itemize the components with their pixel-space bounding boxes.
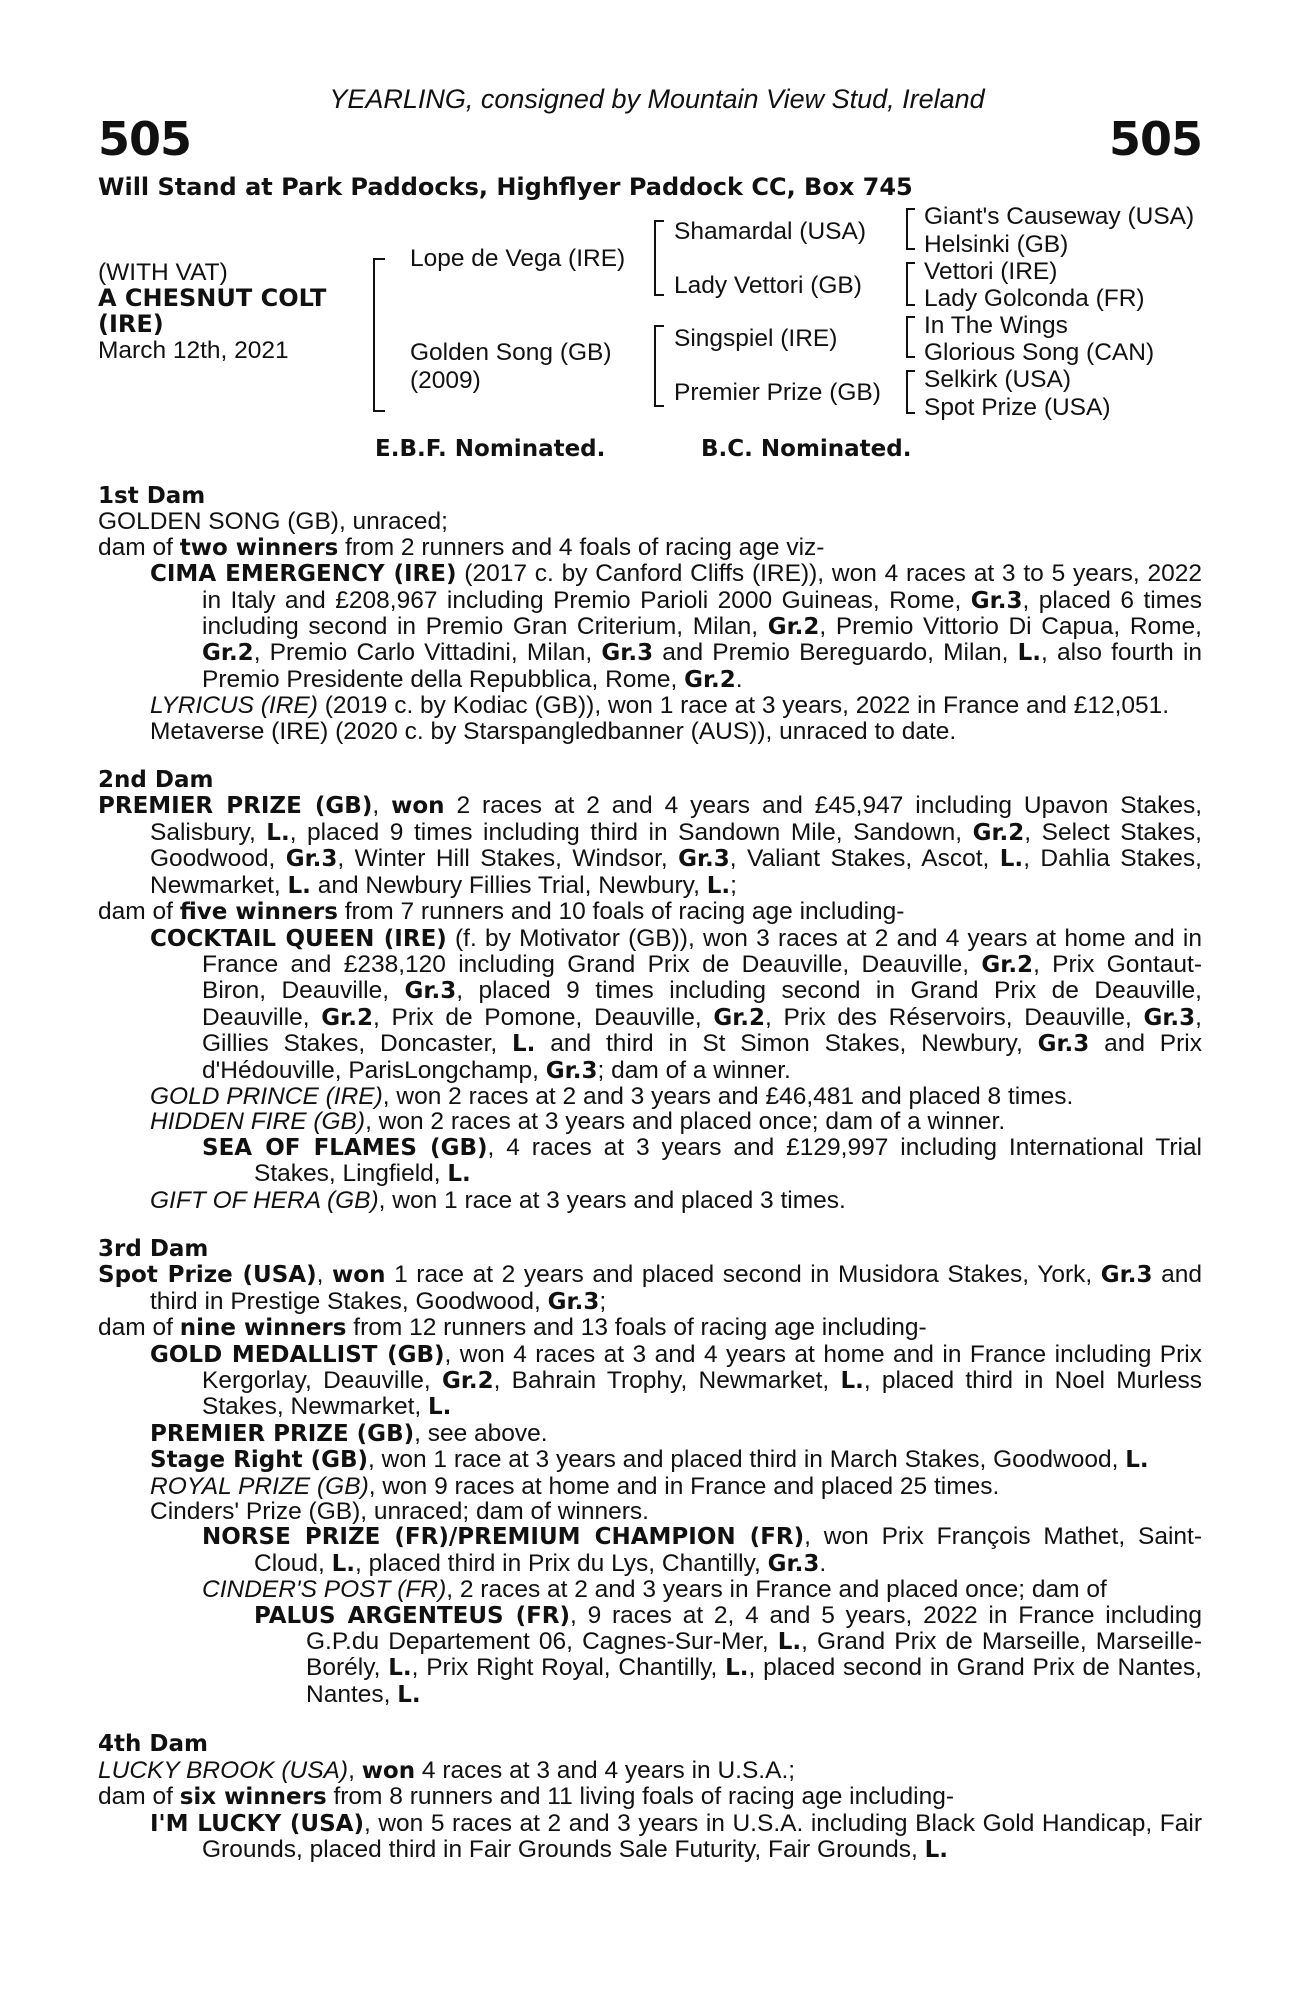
dam3-offspring: Stage Right (GB), won 1 race at 3 years and placed third in March Stakes, Goodwood, L. <box>150 1446 1149 1474</box>
pedigree-brace-dd <box>906 370 915 414</box>
horse-name-line2: (IRE) <box>98 310 164 338</box>
dds: Selkirk (USA) <box>924 366 1072 393</box>
ddd: Spot Prize (USA) <box>924 394 1111 421</box>
sdd: Lady Golconda (FR) <box>924 285 1145 312</box>
dam1-offspring: CIMA EMERGENCY (IRE) (2017 c. by Canford Cliffs (IRE)), won 4 races at 3 to 5 years, 2022 in Italy and £208,967 including Premio Parioli 2000 Guineas, Rome, Gr.3, placed 6 times including second in Premio Gran Criterium, Milan, Gr.2, Premio Vittorio Di Capua, Rome, Gr.2, Premio Carlo Vittadini, Milan, Gr.3 and Premio Bereguardo, Milan, L., also fourth in Premio Presidente della Repubblica, Rome, Gr.2. <box>150 560 1203 693</box>
pedigree-brace-sire <box>654 220 664 296</box>
lot-number-right: 505 <box>1108 112 1202 166</box>
ssd: Helsinki (GB) <box>924 231 1069 258</box>
dam1-line: GOLDEN SONG (GB), unraced; <box>98 508 448 536</box>
dam3-line: Spot Prize (USA), won 1 race at 2 years and placed second in Musidora Stakes, York, Gr.3 and third in Prestige Stakes, Goodwood, Gr.3; <box>98 1261 1202 1315</box>
dam2-offspring: HIDDEN FIRE (GB), won 2 races at 3 years and placed once; dam of a winner. <box>150 1108 1006 1136</box>
dam-name: Golden Song (GB) <box>410 339 612 366</box>
dam3-offspring: PREMIER PRIZE (GB), see above. <box>150 1419 548 1447</box>
sire-sire: Shamardal (USA) <box>674 218 866 245</box>
dam2-line: PREMIER PRIZE (GB), won 2 races at 2 and 4 years and £45,947 including Upavon Stakes, Salisbury, L., placed 9 times including third in Sandown Mile, Sandown, Gr.2, Select Stakes, Goodwood, Gr.3, Winter Hill Stakes, Windsor, Gr.3, Valiant Stakes, Ascot, L., Dahlia Stakes, Newmarket, L. and Newbury Fillies Trial, Newbury, L.; <box>98 792 1202 899</box>
dam-dam: Premier Prize (GB) <box>674 379 881 406</box>
ebf-nominated: E.B.F. Nominated. <box>375 436 606 462</box>
dsd: Glorious Song (CAN) <box>924 339 1155 366</box>
dam-sire: Singspiel (IRE) <box>674 325 838 352</box>
dam2-title: 2nd Dam <box>98 767 214 794</box>
dam-year: (2009) <box>410 367 481 394</box>
stand-location: Will Stand at Park Paddocks, Highflyer Paddock CC, Box 745 <box>98 173 913 201</box>
dam2-offspring: GIFT OF HERA (GB), won 1 race at 3 years and placed 3 times. <box>150 1186 846 1214</box>
dam1-offspring: LYRICUS (IRE) (2019 c. by Kodiac (GB)), won 1 race at 3 years, 2022 in France and £12,051. <box>150 692 1170 720</box>
bc-nominated: B.C. Nominated. <box>701 436 912 462</box>
dam1-produce: dam of two winners from 2 runners and 4 foals of racing age viz- <box>98 533 825 561</box>
dam3-grand-offspring: NORSE PRIZE (FR)/PREMIUM CHAMPION (FR), won Prix François Mathet, Saint-Cloud, L., placed third in Prix du Lys, Chantilly, Gr.3. <box>202 1523 1202 1577</box>
dam3-offspring: GOLD MEDALLIST (GB), won 4 races at 3 and 4 years at home and in France including Prix Kergorlay, Deauville, Gr.2, Bahrain Trophy, Newmarket, L., placed third in Noel Murless Stakes, Newmarket, L. <box>150 1340 1202 1421</box>
dam2-produce: dam of five winners from 7 runners and 10 foals of racing age including- <box>98 898 905 926</box>
pedigree-brace-dam <box>654 325 664 407</box>
dam2-grand-offspring: SEA OF FLAMES (GB), 4 races at 3 years and £129,997 including International Trial Stakes, Lingfield, L. <box>202 1133 1202 1188</box>
dam3-offspring: Cinders' Prize (GB), unraced; dam of winners. <box>150 1498 649 1526</box>
horse-name-line1: A CHESNUT COLT <box>98 284 327 312</box>
sds: Vettori (IRE) <box>924 258 1058 285</box>
dam4-title: 4th Dam <box>98 1731 208 1758</box>
pedigree-brace-main <box>373 258 385 412</box>
consignment-line: YEARLING, consigned by Mountain View Stud, Ireland <box>329 84 985 114</box>
dam4-produce: dam of six winners from 8 runners and 11 living foals of racing age including- <box>98 1783 955 1811</box>
pedigree-brace-ds <box>906 316 915 358</box>
dam1-title: 1st Dam <box>98 483 206 509</box>
catalogue-body <box>98 484 1202 1863</box>
foaling-date: March 12th, 2021 <box>98 337 289 364</box>
dss: In The Wings <box>924 312 1068 339</box>
sire-dam: Lady Vettori (GB) <box>674 272 862 299</box>
pedigree-brace-ss <box>906 208 915 250</box>
lot-number-left: 505 <box>98 112 192 166</box>
dam3-produce: dam of nine winners from 12 runners and 13 foals of racing age including- <box>98 1314 927 1342</box>
dam2-offspring: GOLD PRINCE (IRE), won 2 races at 2 and 3 years and £46,481 and placed 8 times. <box>150 1082 1074 1110</box>
vat-note: (WITH VAT) <box>98 259 228 286</box>
dam1-offspring: Metaverse (IRE) (2020 c. by Starspangledbanner (AUS)), unraced to date. <box>150 717 957 745</box>
sire-name: Lope de Vega (IRE) <box>410 245 626 272</box>
pedigree-brace-sd <box>906 262 915 306</box>
dam3-grand-offspring: CINDER'S POST (FR), 2 races at 2 and 3 years in France and placed once; dam of <box>202 1576 1107 1604</box>
dam3-great-grand-offspring: PALUS ARGENTEUS (FR), 9 races at 2, 4 and 5 years, 2022 in France including G.P.du Departement 06, Cagnes-Sur-Mer, L., Grand Prix de Marseille, Marseille-Borély, L., Prix Right Royal, Chantilly, L., placed second in Grand Prix de Nantes, Nantes, L. <box>254 1601 1202 1708</box>
dam3-title: 3rd Dam <box>98 1235 209 1262</box>
dam4-offspring: I'M LUCKY (USA), won 5 races at 2 and 3 years in U.S.A. including Black Gold Handicap, Fair Grounds, placed third in Fair Grounds Sale Futurity, Fair Grounds, L. <box>150 1809 1202 1863</box>
sss: Giant's Causeway (USA) <box>924 203 1195 230</box>
dam4-line: LUCKY BROOK (USA), won 4 races at 3 and 4 years in U.S.A.; <box>98 1756 796 1784</box>
dam2-offspring: COCKTAIL QUEEN (IRE) (f. by Motivator (GB)), won 3 races at 2 and 4 years at home and in France and £238,120 including Grand Prix de Deauville, Deauville, Gr.2, Prix Gontaut-Biron, Deauville, Gr.3, placed 9 times including second in Grand Prix de Deauville, Deauville, Gr.2, Prix de Pomone, Deauville, Gr.2, Prix des Réservoirs, Deauville, Gr.3, Gillies Stakes, Doncaster, L. and third in St Simon Stakes, Newbury, Gr.3 and Prix d'Hédouville, ParisLongchamp, Gr.3; dam of a winner. <box>150 924 1203 1084</box>
dam3-offspring: ROYAL PRIZE (GB), won 9 races at home and in France and placed 25 times. <box>150 1472 1000 1500</box>
